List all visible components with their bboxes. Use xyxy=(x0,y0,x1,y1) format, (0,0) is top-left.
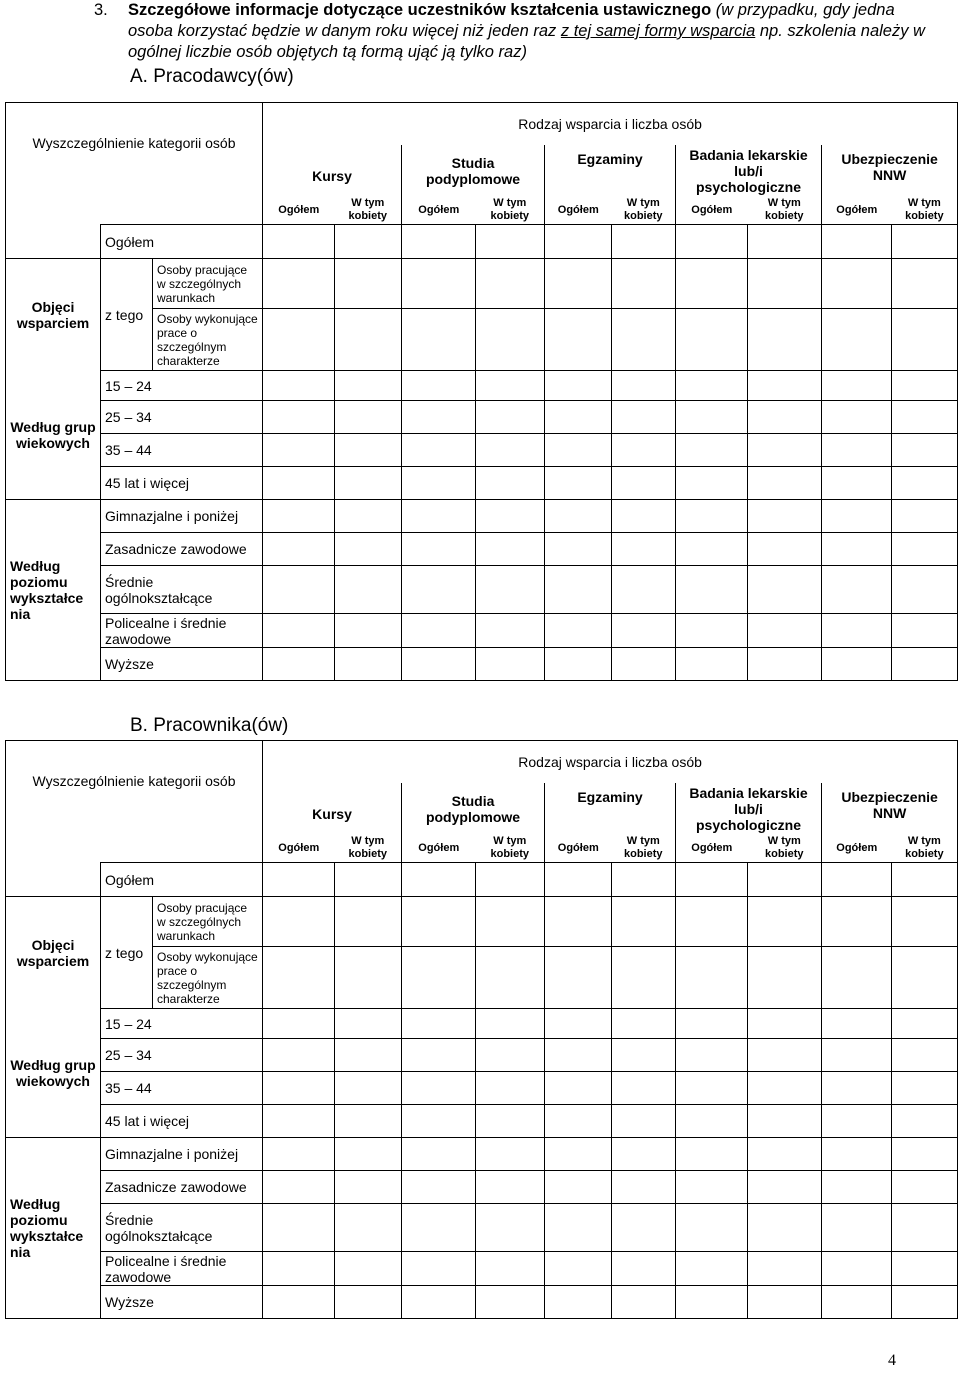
nnw-total: Ogółem xyxy=(822,835,892,863)
nnw-women: W tym kobiety xyxy=(892,835,958,863)
table-b xyxy=(5,740,957,1319)
row-total: Ogółem xyxy=(101,863,263,897)
special-conditions: Osoby pracujące w szczególnych warunkach xyxy=(153,897,263,947)
type-egzaminy: Egzaminy xyxy=(545,783,676,835)
category-header: Wyszczególnienie kategorii osób xyxy=(6,741,263,835)
type-kursy: Kursy xyxy=(263,145,402,197)
edu-policealne: Policealne i średnie zawodowe xyxy=(101,614,263,648)
kursy-women: W tym kobiety xyxy=(335,197,402,225)
section-b-title: B. Pracownika(ów) xyxy=(130,715,289,736)
kursy-total: Ogółem xyxy=(263,197,335,225)
egzaminy-total: Ogółem xyxy=(545,197,612,225)
age-35-44: 35 – 44 xyxy=(101,434,263,467)
studia-women: W tym kobiety xyxy=(476,835,545,863)
type-egzaminy: Egzaminy xyxy=(545,145,676,197)
nnw-women: W tym kobiety xyxy=(892,197,958,225)
edu-srednie: Średnie ogólnokształcące xyxy=(101,1204,263,1252)
studia-women: W tym kobiety xyxy=(476,197,545,225)
of-which-label: z tego xyxy=(101,897,153,1009)
age-45-plus: 45 lat i więcej xyxy=(101,467,263,500)
studia-total: Ogółem xyxy=(402,197,476,225)
heading-title: Szczegółowe informacje dotyczące uczestników kształcenia ustawicznego xyxy=(128,1,712,19)
type-nnw: Ubezpieczenie NNW xyxy=(822,783,958,835)
heading-note-underline: z tej samej formy wsparcia xyxy=(560,22,756,40)
heading-text xyxy=(128,0,938,63)
edu-wyzsze: Wyższe xyxy=(101,648,263,681)
badania-total: Ogółem xyxy=(676,835,748,863)
edu-label: Według poziomu wykształce nia xyxy=(6,1138,101,1319)
table-a xyxy=(5,102,957,681)
age-group-label: Według grup wiekowych xyxy=(6,1009,101,1138)
studia-total: Ogółem xyxy=(402,835,476,863)
type-badania: Badania lekarskie lub/i psychologiczne xyxy=(676,145,822,197)
heading-number: 3. xyxy=(94,1,108,19)
age-25-34: 25 – 34 xyxy=(101,1039,263,1072)
support-header: Rodzaj wsparcia i liczba osób xyxy=(263,741,958,783)
edu-wyzsze: Wyższe xyxy=(101,1286,263,1319)
age-35-44: 35 – 44 xyxy=(101,1072,263,1105)
table-a-grid xyxy=(5,102,958,681)
support-header: Rodzaj wsparcia i liczba osób xyxy=(263,103,958,145)
heading-note-2: np. szkolenia należy w ogólnej liczbie osób objętych tą formą ująć ją tylko raz) xyxy=(128,22,925,61)
age-15-24: 15 – 24 xyxy=(101,371,263,401)
type-kursy: Kursy xyxy=(263,783,402,835)
type-nnw: Ubezpieczenie NNW xyxy=(822,145,958,197)
special-conditions: Osoby pracujące w szczególnych warunkach xyxy=(153,259,263,309)
special-nature: Osoby wykonujące prace o szczególnym charakterze xyxy=(153,947,263,1009)
badania-total: Ogółem xyxy=(676,197,748,225)
age-group-label: Według grup wiekowych xyxy=(6,371,101,500)
edu-zasadnicze: Zasadnicze zawodowe xyxy=(101,533,263,566)
of-which-label: z tego xyxy=(101,259,153,371)
edu-srednie: Średnie ogólnokształcące xyxy=(101,566,263,614)
kursy-women: W tym kobiety xyxy=(335,835,402,863)
badania-women: W tym kobiety xyxy=(748,835,822,863)
egzaminy-total: Ogółem xyxy=(545,835,612,863)
covered-label: Objęci wsparciem xyxy=(6,897,101,1009)
edu-zasadnicze: Zasadnicze zawodowe xyxy=(101,1171,263,1204)
covered-label: Objęci wsparciem xyxy=(6,259,101,371)
egzaminy-women: W tym kobiety xyxy=(612,197,676,225)
category-header: Wyszczególnienie kategorii osób xyxy=(6,103,263,197)
section-a-title: A. Pracodawcy(ów) xyxy=(130,66,294,87)
edu-gimnazjalne: Gimnazjalne i poniżej xyxy=(101,500,263,533)
edu-gimnazjalne: Gimnazjalne i poniżej xyxy=(101,1138,263,1171)
special-nature: Osoby wykonujące prace o szczególnym charakterze xyxy=(153,309,263,371)
table-b-grid xyxy=(5,740,958,1319)
type-studia: Studia podyplomowe xyxy=(402,783,545,835)
edu-policealne: Policealne i średnie zawodowe xyxy=(101,1252,263,1286)
badania-women: W tym kobiety xyxy=(748,197,822,225)
page-number: 4 xyxy=(888,1352,896,1369)
age-25-34: 25 – 34 xyxy=(101,401,263,434)
kursy-total: Ogółem xyxy=(263,835,335,863)
egzaminy-women: W tym kobiety xyxy=(612,835,676,863)
nnw-total: Ogółem xyxy=(822,197,892,225)
age-45-plus: 45 lat i więcej xyxy=(101,1105,263,1138)
type-studia: Studia podyplomowe xyxy=(402,145,545,197)
age-15-24: 15 – 24 xyxy=(101,1009,263,1039)
heading-note-1: (w przypadku, gdy jedna osoba korzystać będzie w danym roku więcej niż jeden raz xyxy=(128,1,895,40)
edu-label: Według poziomu wykształce nia xyxy=(6,500,101,681)
type-badania: Badania lekarskie lub/i psychologiczne xyxy=(676,783,822,835)
row-total: Ogółem xyxy=(101,225,263,259)
